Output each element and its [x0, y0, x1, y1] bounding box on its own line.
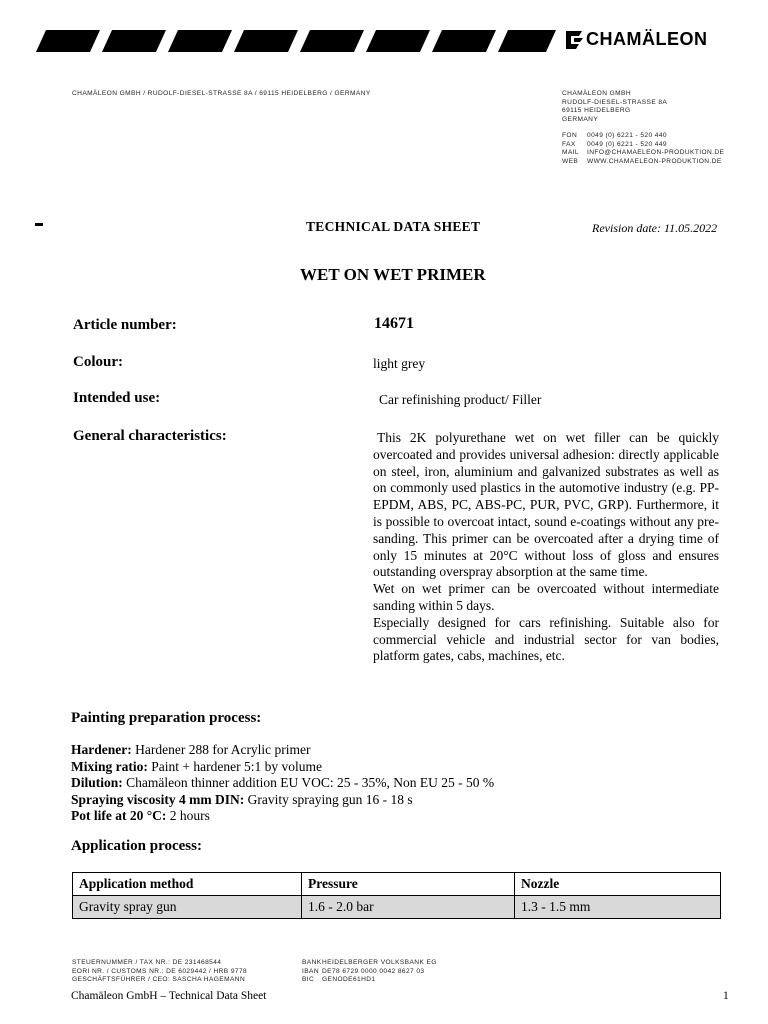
- footer-bank-info: [302, 959, 437, 985]
- article-number-label: Article number:: [73, 317, 177, 333]
- address-line: RUDOLF-DIESEL-STRASSE 8A: [562, 98, 668, 106]
- address-line: 69115 HEIDELBERG: [562, 107, 631, 114]
- document-footer-line: Chamäleon GmbH – Technical Data Sheet: [71, 990, 267, 1002]
- contact-value[interactable]: INFO@CHAMAELEON-PRODUKTION.DE: [587, 149, 725, 156]
- prep-item-hardener: [71, 742, 494, 759]
- contact-label: WEB: [562, 157, 579, 165]
- column-header: Application method: [73, 873, 302, 896]
- prep-value: Chamäleon thinner addition EU VOC: 25 - 35%, Non EU 25 - 50 %: [122, 775, 495, 790]
- article-number-value: 14671: [374, 315, 414, 332]
- footer-line: EORI NR. / CUSTOMS NR.: DE 6029442 / HRB 9778: [72, 967, 248, 975]
- contact-label: MAIL: [562, 149, 579, 156]
- contact-value: 0049 (0) 6221 - 520 449: [587, 140, 667, 148]
- general-paragraph: This 2K polyurethane wet on wet filler can be quickly overcoated and provides universal adhesion: directly applicable on steel, iron, aluminium and galvanized substrates as well as on commonly used plastics in the automotive industry (e.g. PP-EPDM, ABS, PC, ABS-PC, PUR, PVC, GRP). Furthermore, it is possible to overcoat intact, sound e-coatings without any pre-sanding. This primer can be overcoated after a drying time of only 15 minutes at 20°C without loss of gloss and ensures outstanding overspray absorption at the same time.: [373, 430, 719, 580]
- revision-date: Revision date: 11.05.2022: [592, 221, 718, 235]
- intended-use-label: Intended use:: [73, 390, 161, 406]
- intended-use-value: Car refinishing product/ Filler: [379, 392, 542, 407]
- contact-value[interactable]: WWW.CHAMAELEON-PRODUKTION.DE: [587, 157, 722, 165]
- contact-phone: [562, 132, 724, 141]
- logo-text: CHAMÄLEON: [586, 29, 708, 49]
- table-header-row: [73, 873, 721, 896]
- address-line: CHAMÄLEON GMBH: [562, 90, 631, 97]
- preparation-list: [71, 742, 494, 825]
- address-line: GERMANY: [562, 115, 599, 123]
- prep-item-dilution: [71, 775, 494, 792]
- contact-label: FON: [562, 132, 578, 139]
- prep-label: Spraying viscosity 4 mm DIN:: [71, 791, 245, 807]
- prep-label: Pot life at 20 °C:: [71, 808, 167, 823]
- colour-value: light grey: [373, 356, 426, 371]
- bank-label: BIC: [302, 976, 315, 983]
- contact-label: FAX: [562, 140, 576, 148]
- prep-value: Hardener 288 for Acrylic primer: [131, 742, 311, 757]
- bank-value: GENODE61HD1: [322, 976, 376, 983]
- bank-label: IBAN: [302, 967, 319, 975]
- prep-label: Dilution:: [71, 775, 123, 790]
- company-logo: [562, 28, 742, 52]
- column-header: Pressure: [302, 873, 515, 896]
- application-heading: Application process:: [71, 838, 202, 854]
- contact-value: 0049 (0) 6221 - 520 440: [587, 132, 667, 139]
- footer-company-info: [72, 959, 247, 985]
- prep-value: 2 hours: [166, 808, 210, 823]
- general-paragraph: Especially designed for cars refinishing. Suitable also for commercial vehicle and industrial sector for van bodies, platform gates, cabs, machines, etc.: [373, 614, 719, 664]
- general-paragraph: Wet on wet primer can be overcoated without intermediate sanding within 5 days.: [373, 581, 719, 613]
- prep-item-pot-life: [71, 808, 494, 825]
- product-title: WET ON WET PRIMER: [300, 265, 486, 284]
- table-cell: Gravity spray gun: [73, 896, 302, 919]
- table-cell: 1.6 - 2.0 bar: [302, 896, 515, 919]
- header-stripe-decoration: [36, 30, 556, 52]
- table-row: [73, 896, 721, 919]
- footer-line: STEUERNUMMER / TAX NR.: DE 231468544: [72, 959, 222, 966]
- contact-mail: [562, 149, 724, 158]
- column-header: Nozzle: [515, 873, 721, 896]
- prep-label: Hardener:: [71, 742, 132, 757]
- application-table: [72, 872, 721, 919]
- table-cell: 1.3 - 1.5 mm: [515, 896, 721, 919]
- company-contact: [562, 132, 724, 166]
- page-number: 1: [723, 990, 729, 1002]
- bank-value: HEIDELBERGER VOLKSBANK EG: [322, 959, 437, 966]
- footer-line: GESCHÄFTSFÜHRER / CEO: SASCHA HAGEMANN: [72, 976, 246, 983]
- prep-value: Gravity spraying gun 16 - 18 s: [244, 791, 413, 807]
- sender-line: CHAMÄLEON GMBH / RUDOLF-DIESEL-STRASSE 8A / 69115 HEIDELBERG / GERMANY: [72, 90, 371, 97]
- general-characteristics-text: [373, 430, 719, 665]
- contact-web: [562, 158, 724, 167]
- prep-item-mixing-ratio: [71, 759, 494, 776]
- chameleon-logo-icon: [562, 29, 584, 51]
- company-address: [562, 90, 667, 124]
- contact-fax: [562, 141, 724, 150]
- prep-value: Paint + hardener 5:1 by volume: [147, 758, 322, 774]
- margin-mark: [35, 223, 43, 226]
- general-characteristics-label: General characteristics:: [73, 428, 227, 444]
- colour-label: Colour:: [73, 354, 123, 370]
- prep-item-viscosity: [71, 792, 494, 809]
- prep-label: Mixing ratio:: [71, 758, 148, 774]
- bank-label: BANK: [302, 959, 322, 966]
- preparation-heading: Painting preparation process:: [71, 710, 262, 726]
- bank-value: DE78 6729 0000 0042 8627 03: [322, 967, 425, 975]
- document-type-title: TECHNICAL DATA SHEET: [306, 219, 481, 234]
